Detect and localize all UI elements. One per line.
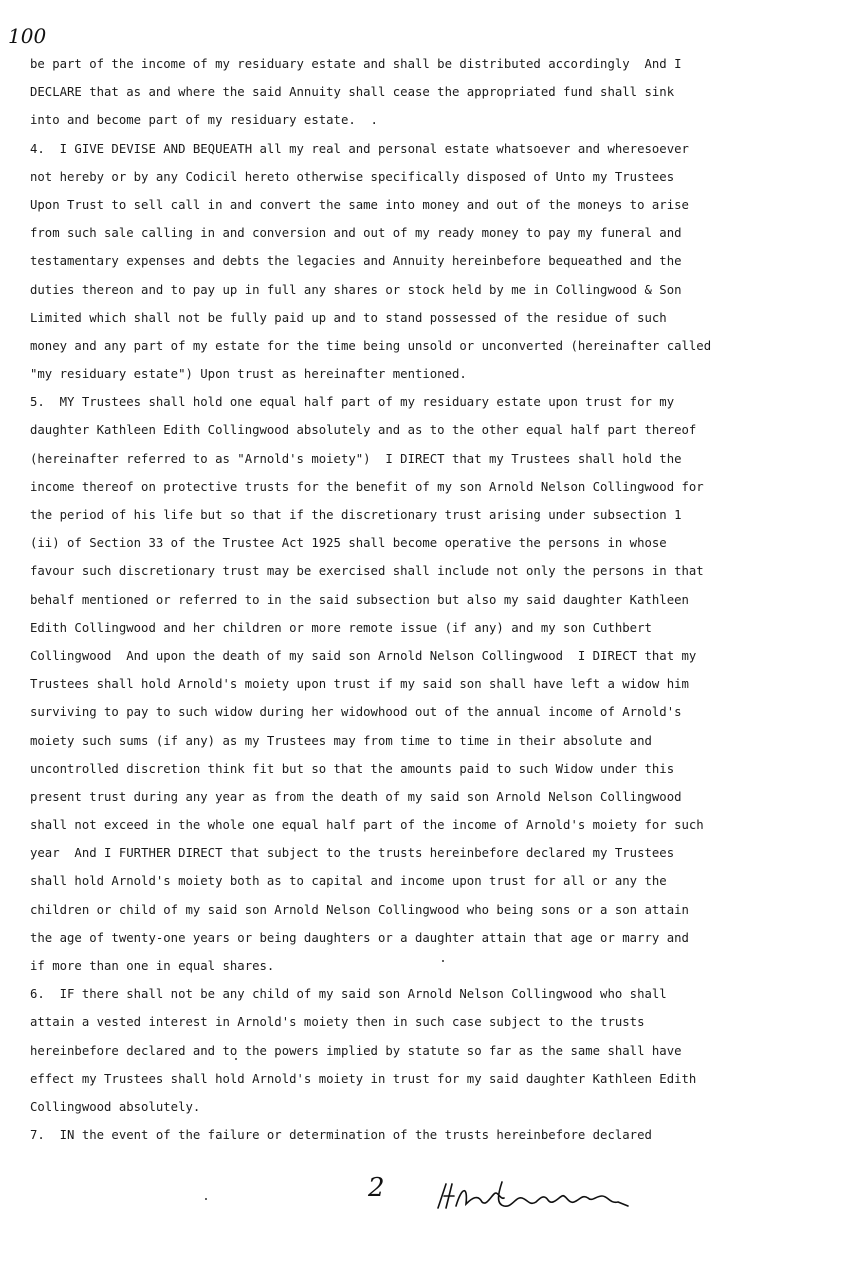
body-line: Collingwood And upon the death of my said son Arnold Nelson Collingwood I DIRECT that my <box>30 648 697 663</box>
body-line: surviving to pay to such widow during her widowhood out of the annual income of Arnold's <box>30 705 682 720</box>
body-line: present trust during any year as from the death of my said son Arnold Nelson Collingwood <box>30 789 682 804</box>
body-line: (hereinafter referred to as "Arnold's moiety") I DIRECT that my Trustees shall hold the <box>30 451 682 466</box>
body-line: (ii) of Section 33 of the Trustee Act 1925 shall become operative the persons in whose <box>30 536 667 551</box>
body-line: year And I FURTHER DIRECT that subject to the trusts hereinbefore declared my Trustees <box>30 846 675 861</box>
body-line: Trustees shall hold Arnold's moiety upon trust if my said son shall have left a widow him <box>30 677 689 692</box>
body-line: into and become part of my residuary estate. . <box>30 113 378 128</box>
body-line: effect my Trustees shall hold Arnold's moiety in trust for my said daughter Kathleen Edith <box>30 1071 697 1086</box>
body-line: Collingwood absolutely. <box>30 1099 201 1114</box>
clause-5-line: 5. MY Trustees shall hold one equal half part of my residuary estate upon trust for my <box>30 395 675 410</box>
body-line: be part of the income of my residuary estate and shall be distributed accordingly And I <box>30 57 682 71</box>
handwritten-signature-icon <box>432 1176 632 1216</box>
body-line: uncontrolled discretion think fit but so that the amounts paid to such Widow under this <box>30 761 675 776</box>
clause-7-line: 7. IN the event of the failure or determination of the trusts hereinbefore declared <box>30 1128 652 1143</box>
body-line: daughter Kathleen Edith Collingwood absolutely and as to the other equal half part thereof <box>30 423 697 438</box>
clause-4-line: 4. I GIVE DEVISE AND BEQUEATH all my real and personal estate whatsoever and wheresoever <box>30 141 689 156</box>
body-line: behalf mentioned or referred to in the said subsection but also my said daughter Kathleen <box>30 592 689 607</box>
speck <box>205 1198 207 1200</box>
sheet-number: 2 <box>368 1173 385 1203</box>
body-line: shall not exceed in the whole one equal half part of the income of Arnold's moiety for such <box>30 818 704 833</box>
body-line: Edith Collingwood and her children or more remote issue (if any) and my son Cuthbert <box>30 620 652 635</box>
body-line: "my residuary estate") Upon trust as hereinafter mentioned. <box>30 367 467 382</box>
body-line: the period of his life but so that if the discretionary trust arising under subsection 1 <box>30 508 682 522</box>
body-line: Limited which shall not be fully paid up and to stand possessed of the residue of such <box>30 310 667 325</box>
body-line: from such sale calling in and conversion and out of my ready money to pay my funeral and <box>30 226 682 241</box>
speck <box>442 960 444 962</box>
body-line: DECLARE that as and where the said Annuity shall cease the appropriated fund shall sink <box>30 85 675 100</box>
body-line: money and any part of my estate for the time being unsold or unconverted (hereinafter called <box>30 338 712 353</box>
body-line: moiety such sums (if any) as my Trustees may from time to time in their absolute and <box>30 733 652 748</box>
body-line: attain a vested interest in Arnold's moiety then in such case subject to the trusts <box>30 1015 645 1030</box>
body-line: the age of twenty-one years or being daughters or a daughter attain that age or marry and <box>30 930 689 945</box>
body-line: shall hold Arnold's moiety both as to capital and income upon trust for all or any the <box>30 874 667 889</box>
document-body <box>30 50 711 1149</box>
body-line: not hereby or by any Codicil hereto otherwise specifically disposed of Unto my Trustees <box>30 169 675 184</box>
page-number: 100 <box>8 24 47 48</box>
body-line: income thereof on protective trusts for the benefit of my son Arnold Nelson Collingwood for <box>30 479 704 494</box>
speck <box>235 1058 237 1060</box>
body-line: testamentary expenses and debts the legacies and Annuity hereinbefore bequeathed and the <box>30 254 682 269</box>
body-line: Upon Trust to sell call in and convert the same into money and out of the moneys to arise <box>30 197 689 212</box>
signature <box>432 1176 632 1216</box>
body-line: favour such discretionary trust may be exercised shall include not only the persons in that <box>30 564 704 579</box>
body-line: children or child of my said son Arnold Nelson Collingwood who being sons or a son attain <box>30 902 689 917</box>
body-line: duties thereon and to pay up in full any shares or stock held by me in Collingwood & Son <box>30 282 682 297</box>
clause-6-line: 6. IF there shall not be any child of my said son Arnold Nelson Collingwood who shall <box>30 987 667 1002</box>
body-line: hereinbefore declared and to the powers implied by statute so far as the same shall have <box>30 1043 682 1058</box>
body-line: if more than one in equal shares. <box>30 959 275 973</box>
